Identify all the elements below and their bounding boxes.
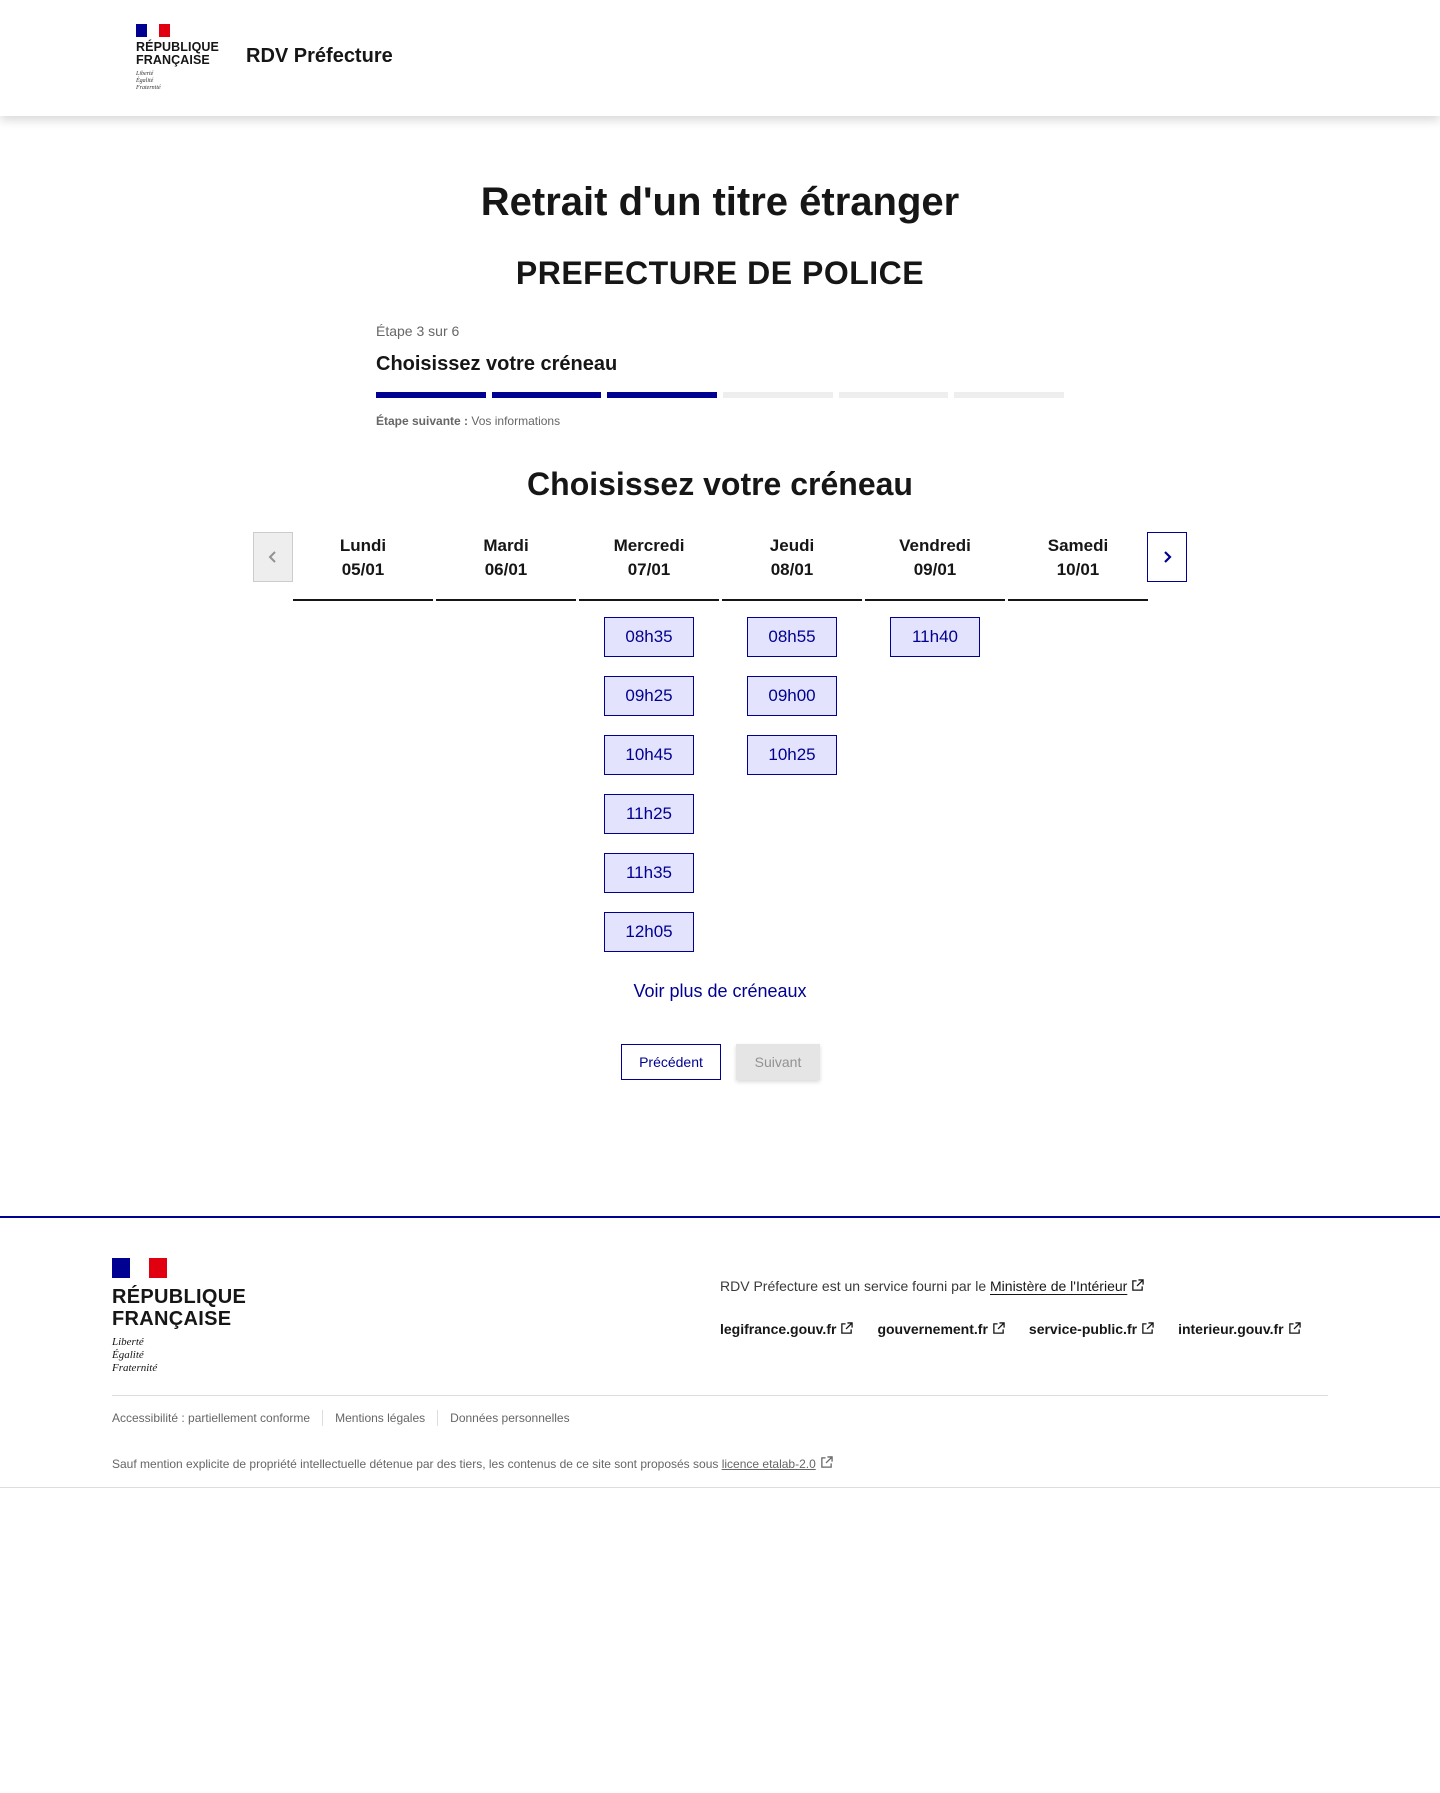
day-column [1008, 532, 1148, 617]
previous-button[interactable]: Précédent [621, 1044, 721, 1080]
day-name: Samedi [1047, 536, 1109, 555]
day-column [293, 532, 433, 617]
licence-link-label: licence etalab-2.0 [721, 1457, 816, 1471]
more-slots-link-wrap [0, 981, 1440, 1002]
page-title: Retrait d'un titre étranger [480, 180, 960, 224]
time-slot-button[interactable]: 09h00 [747, 676, 837, 716]
footer-bottom-link[interactable]: Accessibilité : partiellement conforme [112, 1411, 311, 1425]
day-header [1008, 532, 1148, 601]
footer-description [720, 1278, 1144, 1294]
footer-ext-link[interactable] [1029, 1321, 1154, 1337]
day-header [436, 532, 576, 601]
republique-francaise-logo[interactable] [136, 24, 219, 94]
day-name: Mardi [483, 536, 529, 555]
marianne-flag-icon [112, 1258, 167, 1278]
footer-logo[interactable] [112, 1258, 246, 1375]
service-title[interactable]: RDV Préfecture [246, 45, 393, 67]
logo-text: RÉPUBLIQUE FRANÇAISE [136, 40, 219, 67]
day-name: Mercredi [613, 536, 685, 555]
day-name: Lundi [339, 536, 387, 555]
day-column [579, 532, 719, 952]
footer-ext-link[interactable] [720, 1321, 853, 1337]
step-bar-5 [839, 392, 949, 398]
slot-list [579, 617, 719, 952]
step-next-label: Étape suivante : [376, 414, 469, 428]
day-header [722, 532, 862, 601]
footer-ext-link[interactable] [877, 1321, 1004, 1337]
ministere-link[interactable] [990, 1278, 1144, 1294]
step-bar-3 [607, 392, 717, 398]
time-slot-button[interactable]: 10h45 [604, 735, 694, 775]
step-state: Étape 3 sur 6 [376, 323, 460, 339]
day-column [865, 532, 1005, 657]
day-date: 07/01 [627, 560, 671, 579]
footer-licence [112, 1456, 833, 1471]
stepper [376, 323, 1064, 428]
slot-list [722, 617, 862, 775]
footer-ext-link-label: service-public.fr [1028, 1321, 1138, 1337]
ministere-link-label: Ministère de l'Intérieur [990, 1278, 1128, 1294]
footer-devise: Liberté Égalité Fraternité [112, 1336, 158, 1374]
day-header [579, 532, 719, 601]
time-slot-button[interactable]: 10h25 [747, 735, 837, 775]
more-slots-link[interactable]: Voir plus de créneaux [633, 981, 807, 1001]
footer-divider [112, 1395, 1328, 1396]
chevron-left-icon [267, 550, 279, 564]
step-bar-1 [376, 392, 486, 398]
day-date: 06/01 [484, 560, 528, 579]
day-date: 05/01 [341, 560, 385, 579]
day-date: 08/01 [770, 560, 814, 579]
calendar-next-button[interactable] [1147, 532, 1187, 582]
time-slot-button[interactable]: 08h35 [604, 617, 694, 657]
section-title: Choisissez votre créneau [527, 466, 913, 502]
slot-list [865, 617, 1005, 657]
chevron-right-icon [1161, 550, 1173, 564]
footer-links [720, 1321, 1301, 1337]
external-link-icon [1141, 1322, 1154, 1335]
licence-text: Sauf mention explicite de propriété intellectuelle détenue par des tiers, les contenus de ce site sont proposés sous [112, 1457, 722, 1471]
next-button[interactable]: Suivant [736, 1044, 820, 1080]
footer-ext-link[interactable] [1178, 1321, 1301, 1337]
footer-ext-link-label: interieur.gouv.fr [1178, 1321, 1284, 1337]
step-next [376, 414, 1064, 428]
time-slot-button[interactable]: 11h40 [890, 617, 980, 657]
day-header [865, 532, 1005, 601]
footer-desc-text: RDV Préfecture est un service fourni par le [720, 1278, 991, 1294]
footer-ext-link-label: gouvernement.fr [877, 1321, 988, 1337]
site-header [0, 0, 1440, 116]
licence-link[interactable] [722, 1457, 833, 1471]
external-link-icon [840, 1322, 853, 1335]
step-bar-2 [492, 392, 602, 398]
day-header [293, 532, 433, 601]
calendar-prev-button[interactable] [253, 532, 293, 582]
logo-devise: Liberté Égalité Fraternité [136, 71, 161, 91]
external-link-icon [1288, 1322, 1301, 1335]
step-next-value: Vos informations [471, 414, 561, 428]
time-slot-button[interactable]: 08h55 [747, 617, 837, 657]
day-date: 09/01 [913, 560, 957, 579]
external-link-icon [1131, 1279, 1144, 1292]
step-title: Choisissez votre créneau [376, 353, 618, 375]
day-name: Vendredi [899, 536, 971, 555]
footer-bottom-link[interactable]: Mentions légales [322, 1410, 437, 1426]
external-link-icon [820, 1456, 833, 1469]
footer-ext-link-label: legifrance.gouv.fr [720, 1321, 837, 1337]
day-name: Jeudi [769, 536, 815, 555]
time-slot-button[interactable]: 12h05 [604, 912, 694, 952]
day-date: 10/01 [1056, 560, 1100, 579]
day-column [436, 532, 576, 617]
footer-bottom-links [112, 1410, 582, 1426]
time-slot-button[interactable]: 11h25 [604, 794, 694, 834]
prefecture-name: PREFECTURE DE POLICE [515, 255, 925, 291]
footer-bottom-link[interactable]: Données personnelles [437, 1410, 581, 1426]
site-footer [0, 1216, 1440, 1488]
day-column [722, 532, 862, 775]
step-progress-bar [376, 392, 1064, 398]
step-bar-4 [723, 392, 833, 398]
footer-logo-text: RÉPUBLIQUE FRANÇAISE [112, 1286, 247, 1330]
step-bar-6 [954, 392, 1064, 398]
external-link-icon [992, 1322, 1005, 1335]
time-slot-button[interactable]: 11h35 [604, 853, 694, 893]
time-slot-button[interactable]: 09h25 [604, 676, 694, 716]
marianne-flag-icon [136, 24, 170, 37]
